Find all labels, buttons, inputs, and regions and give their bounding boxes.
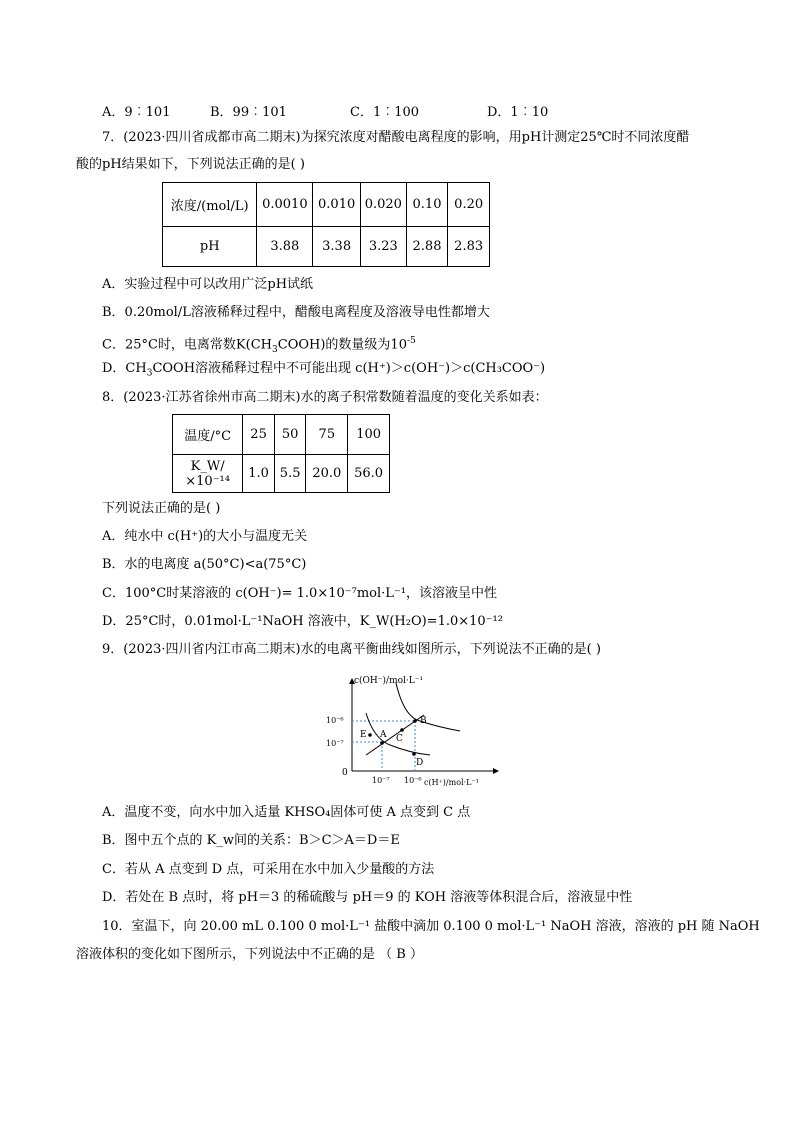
point-c — [400, 728, 404, 732]
q7-option-b: B．0.20mol/L溶液稀释过程中，醋酸电离程度及溶液导电性都增大 — [102, 305, 490, 320]
q7-table-cell: 0.10 — [406, 183, 448, 227]
q7-option-c-text: C．25°C时，电离常数K(CH — [102, 337, 273, 353]
q10-stem-line1: 10．室温下，向 20.00 mL 0.100 0 mol·L⁻¹ 盐酸中滴加 0.100 0 mol·L⁻¹ NaOH 溶液，溶液的 pH 随 NaOH — [102, 919, 760, 934]
q7-table-cell: 2.83 — [448, 227, 490, 267]
q7-option-c: C．25°C时，电离常数$K(CH_3COOH)$的数量级为$10^{-5}$ — [102, 336, 416, 355]
origin-label: 0 — [342, 768, 348, 778]
point-a-label: A — [380, 730, 387, 740]
q9-stem: 9．(2023·四川省内江市高二期末)水的电离平衡曲线如图所示，下列说法不正确的是( ) — [102, 642, 601, 657]
y-tick-1e-6: 10⁻⁶ — [326, 716, 344, 725]
q7-table — [162, 182, 490, 267]
q7-option-d-text: COOH溶液稀释过程中不可能出现 c(H⁺)＞c(OH⁻)＞c(CH₃COO⁻) — [152, 361, 546, 376]
q9-option-a: A．温度不变，向水中加入适量 KHSO₄固体可使 A 点变到 C 点 — [102, 805, 471, 820]
q7-table-cell: 3.23 — [361, 227, 407, 267]
q8-option-b: B．水的电离度 a(50°C)<a(75°C) — [102, 557, 307, 572]
y-axis-label: c(OH⁻)/mol·L⁻¹ — [354, 676, 424, 686]
q8-prompt: 下列说法正确的是( ) — [102, 501, 221, 516]
point-e-label: E — [360, 730, 367, 740]
point-a — [380, 741, 384, 745]
q9-option-b: B．图中五个点的 K_w间的关系：B＞C＞A＝D＝E — [102, 833, 400, 848]
q6-option-c: C．1︰100 — [350, 105, 420, 120]
q8-option-a: A．纯水中 c(H⁺)的大小与温度无关 — [102, 529, 308, 544]
q7-option-d: D．$CH_3COOH$溶液稀释过程中不可能出现 c(H⁺)＞c(OH⁻)＞c(CH₃COO⁻) — [102, 361, 546, 379]
point-d-label: D — [416, 758, 424, 768]
q7-table-cell: 0.010 — [313, 183, 361, 227]
q7-option-a: A．实验过程中可以改用广泛pH试纸 — [102, 277, 314, 292]
q7-option-d-text: D．CH — [102, 361, 147, 376]
q8-table-cell: 100 — [348, 415, 390, 455]
q6-option-a: A．9︰101 — [102, 105, 171, 120]
point-c-label: C — [396, 734, 403, 744]
q7-table-cell: 0.020 — [361, 183, 407, 227]
q7-table-cell: 2.88 — [406, 227, 448, 267]
x-axis-label: c(H⁺)/mol·L⁻¹ — [424, 778, 479, 787]
q6-option-d: D．1︰10 — [487, 105, 549, 120]
water-ionization-curve-figure — [320, 673, 500, 793]
point-b-label: B — [420, 716, 427, 726]
q7-option-c-exponent: -5 — [406, 336, 416, 346]
q7-table-header-ph: pH — [163, 227, 257, 267]
q8-option-c: C．100°C时某溶液的 c(OH⁻)= 1.0×10⁻⁷mol·L⁻¹，该溶液呈中性 — [102, 586, 497, 601]
q8-table-cell: 25 — [243, 415, 275, 455]
point-b — [413, 719, 417, 723]
q7-table-cell: 0.0010 — [257, 183, 313, 227]
q10-stem-line2: 溶液体积的变化如下图所示，下列说法中不正确的是 （ B ） — [76, 947, 423, 962]
point-e — [368, 733, 372, 737]
q7-table-cell: 3.38 — [313, 227, 361, 267]
q8-table-cell: 75 — [306, 415, 348, 455]
q8-table-cell: 50 — [274, 415, 306, 455]
x-tick-1e-7: 10⁻⁷ — [372, 776, 390, 785]
q8-table-cell: 56.0 — [348, 455, 390, 493]
q7-table-cell: 3.88 — [257, 227, 313, 267]
point-d — [412, 752, 416, 756]
q8-option-d: D．25°C时，0.01mol·L⁻¹NaOH 溶液中，K_W(H₂O)=1.0×10⁻¹² — [102, 614, 503, 629]
q8-table-header-kw: K_W/×10⁻¹⁴ — [173, 455, 243, 493]
q8-table — [172, 414, 390, 493]
q7-option-c-text: COOH)的数量级为10 — [277, 337, 407, 353]
q8-table-header-temperature: 温度/°C — [173, 415, 243, 455]
q9-option-c: C．若从 A 点变到 D 点，可采用在水中加入少量酸的方法 — [102, 862, 435, 877]
q8-table-cell: 1.0 — [243, 455, 275, 493]
isotherm-curve-high — [396, 683, 460, 731]
q9-option-d: D．若处在 B 点时，将 pH＝3 的稀硫酸与 pH＝9 的 KOH 溶液等体积混合后，溶液显中性 — [102, 890, 633, 905]
q7-table-header-concentration: 浓度/(mol/L) — [163, 183, 257, 227]
q7-table-cell: 0.20 — [448, 183, 490, 227]
x-tick-1e-6: 10⁻⁶ — [404, 776, 422, 785]
q6-option-b: B．99︰101 — [210, 105, 287, 120]
q7-stem-line2: 酸的pH结果如下，下列说法正确的是( ) — [76, 157, 305, 172]
y-tick-1e-7: 10⁻⁷ — [326, 739, 344, 748]
q8-table-cell: 5.5 — [274, 455, 306, 493]
q7-stem-line1: 7．(2023·四川省成都市高二期末)为探究浓度对醋酸电离程度的影响，用pH计测定25℃时不同浓度醋 — [102, 130, 690, 145]
q8-stem: 8．(2023·江苏省徐州市高二期末)水的离子积常数随着温度的变化关系如表： — [102, 390, 548, 405]
q8-table-cell: 20.0 — [306, 455, 348, 493]
